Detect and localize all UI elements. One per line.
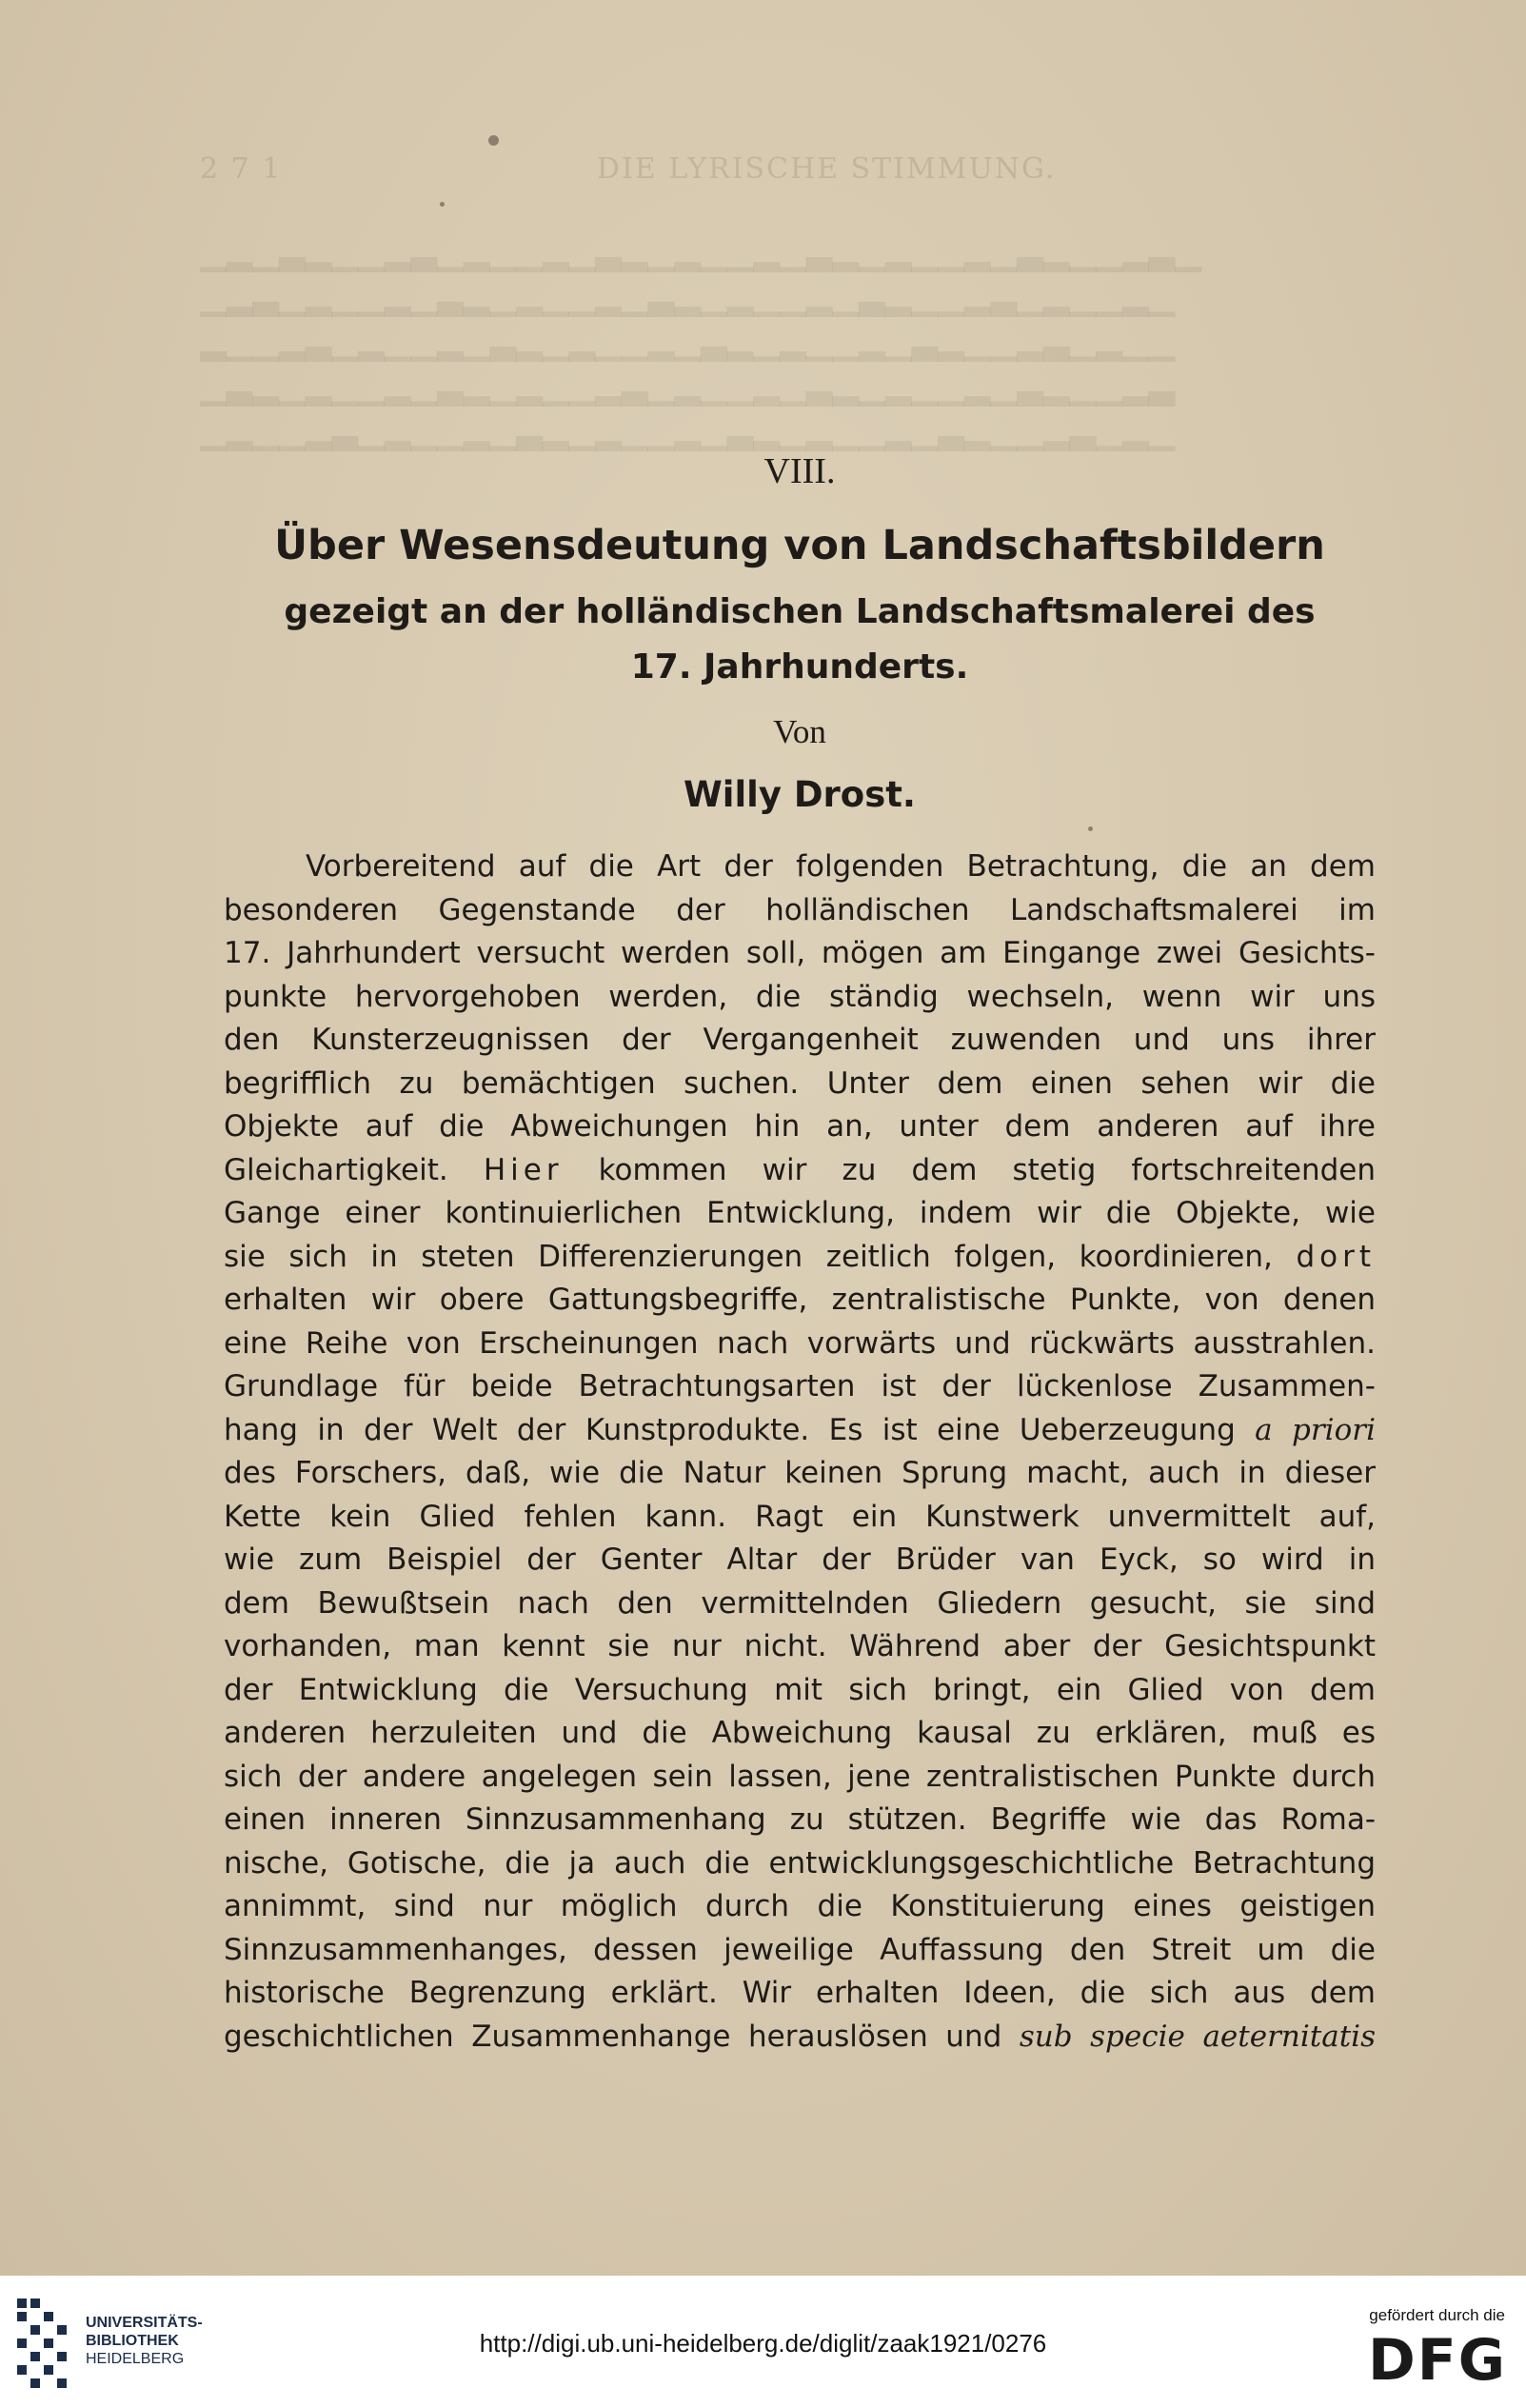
body-line: den Kunsterzeugnissen der Vergangenheit zuwenden und uns ihrer bbox=[224, 1023, 1376, 1057]
body-line: des Forschers, daß, wie die Natur keinen Sprung macht, auch in dieser bbox=[224, 1456, 1376, 1490]
body-line: anderen herzuleiten und die Abweichung kausal zu erklären, muß es bbox=[224, 1716, 1376, 1750]
body-line: der Entwicklung die Versuchung mit sich bringt, ein Glied von dem bbox=[224, 1672, 1376, 1707]
article-subtitle bbox=[224, 585, 1376, 695]
body-line: einen inneren Sinnzusammenhang zu stützen. Begriffe wie das Roma- bbox=[224, 1802, 1376, 1837]
body-text bbox=[224, 846, 1376, 2059]
body-line: eine Reihe von Erscheinungen nach vorwärts und rückwärts ausstrahlen. bbox=[224, 1325, 1376, 1361]
article-title: Über Wesensdeutung von Landschaftsbildern bbox=[274, 522, 1325, 569]
author-name: Willy Drost. bbox=[683, 774, 916, 815]
page-blemish bbox=[440, 202, 445, 207]
bleed-through-header: 2 7 1 DIE LYRISCHE STIMMUNG. bbox=[200, 152, 1057, 186]
body-line: 17. Jahrhundert versucht werden soll, mögen am Eingange zwei Gesichts- bbox=[224, 936, 1376, 970]
byline-prefix: Von bbox=[773, 713, 826, 750]
emphasized-word: Hier bbox=[483, 1152, 564, 1187]
body-line: besonderen Gegenstande der holländischen Landschaftsmalerei im bbox=[224, 892, 1376, 927]
bleed-through-line: ▁▂▁▃▂▁▁▂▃▁▂▁▁▂▁▃▂▁▂▁▁▂▁▃▂▁▂▁▁▂▁▃▂▁▁▂▃▁ bbox=[200, 233, 1202, 272]
body-line: sie sich in steten Differenzierungen zeitlich folgen, koordinieren, dort bbox=[224, 1239, 1376, 1274]
body-line: Objekte auf die Abweichungen hin an, unter dem anderen auf ihre bbox=[224, 1109, 1376, 1144]
body-line: punkte hervorgehoben werden, die ständig wechseln, wenn wir uns bbox=[224, 979, 1376, 1014]
page-blemish bbox=[488, 135, 499, 146]
body-line: nische, Gotische, die ja auch die entwicklungsgeschichtliche Betrachtung bbox=[224, 1845, 1376, 1881]
dfg-logo: DFG bbox=[1367, 2327, 1507, 2394]
body-line: Gange einer kontinuierlichen Entwicklung, indem wir die Objekte, wie bbox=[224, 1196, 1376, 1230]
library-name-line: HEIDELBERG bbox=[86, 2351, 185, 2367]
body-line: erhalten wir obere Gattungsbegriffe, zentralistische Punkte, von denen bbox=[224, 1283, 1376, 1317]
section-number: VIII. bbox=[763, 451, 836, 491]
bleed-through-line: ▂▁▁▂▃▁▂▁▁▂▁▃▂▁▂▁▁▂▁▃▂▁▂▁▁▂▁▃▂▁▁▂▃▁▂▁▁ bbox=[200, 323, 1176, 362]
bleed-through-line: ▁▃▂▁▂▁▁▂▁▃▂▁▂▁▁▂▃▁▂▁▁▂▁▃▂▁▂▁▁▂▁▃▂▁▁▂▃ bbox=[200, 368, 1176, 407]
body-line: vorhanden, man kennt sie nur nicht. Während aber der Gesichtspunkt bbox=[224, 1629, 1376, 1663]
body-line: historische Begrenzung erklärt. Wir erhalten Ideen, die sich aus dem bbox=[224, 1976, 1376, 2010]
body-line: wie zum Beispiel der Genter Altar der Brüder van Eyck, so wird in bbox=[224, 1542, 1376, 1577]
body-line: sich der andere angelegen sein lassen, jene zentralistischen Punkte durch bbox=[224, 1759, 1376, 1794]
subtitle-line: 17. Jahrhunderts. bbox=[630, 647, 969, 687]
body-line: geschichtlichen Zusammenhange herauslösen und sub specie aeternitatis bbox=[224, 2019, 1376, 2054]
body-line: Kette kein Glied fehlen kann. Ragt ein Kunstwerk unvermittelt auf, bbox=[224, 1499, 1376, 1534]
subtitle-line: gezeigt an der holländischen Landschaftsmalerei des bbox=[284, 592, 1316, 631]
body-line: annimmt, sind nur möglich durch die Konstituierung eines geistigen bbox=[224, 1889, 1376, 1923]
permalink-url[interactable]: http://digi.ub.uni-heidelberg.de/diglit/zaak1921/0276 bbox=[479, 2329, 1047, 2358]
body-line: Vorbereitend auf die Art der folgenden Betrachtung, die an dem bbox=[306, 849, 1376, 884]
library-name-line: BIBLIOTHEK bbox=[86, 2333, 179, 2349]
body-line: Sinnzusammenhanges, dessen jeweilige Auffassung den Streit um die bbox=[224, 1932, 1376, 1967]
body-line: Gleichartigkeit. Hier kommen wir zu dem stetig fortschreitenden bbox=[224, 1152, 1377, 1187]
library-name-line: UNIVERSITÄTS- bbox=[86, 2315, 203, 2331]
footer-bar bbox=[0, 2276, 1526, 2408]
body-line: begrifflich zu bemächtigen suchen. Unter dem einen sehen wir die bbox=[224, 1065, 1376, 1101]
funding-label: gefördert durch die bbox=[1369, 2306, 1505, 2324]
italic-phrase: a priori bbox=[1255, 1412, 1376, 1447]
italic-phrase: sub specie aeternitatis bbox=[1019, 2019, 1376, 2054]
bleed-through-line: ▁▂▁▁▂▃▁▂▁▁▂▁▃▂▁▂▁▁▂▁▃▂▁▂▁▁▂▁▃▂▁▁▂▃▁▂▁ bbox=[200, 412, 1176, 451]
body-line: Grundlage für beide Betrachtungsarten ist der lückenlose Zusammen- bbox=[224, 1369, 1376, 1403]
emphasized-word: dort bbox=[1296, 1239, 1376, 1274]
body-line: hang in der Welt der Kunstprodukte. Es ist eine Ueberzeugung a priori bbox=[224, 1412, 1376, 1447]
article bbox=[224, 448, 1376, 2059]
bleed-through-line: ▁▂▃▁▂▁▁▂▁▃▂▁▂▁▁▂▁▃▂▁▂▁▁▂▁▃▂▁▁▂▃▁▂▁▁▂▁ bbox=[200, 278, 1176, 317]
body-line: dem Bewußtsein nach den vermittelnden Gliedern gesucht, sie sind bbox=[224, 1585, 1376, 1621]
